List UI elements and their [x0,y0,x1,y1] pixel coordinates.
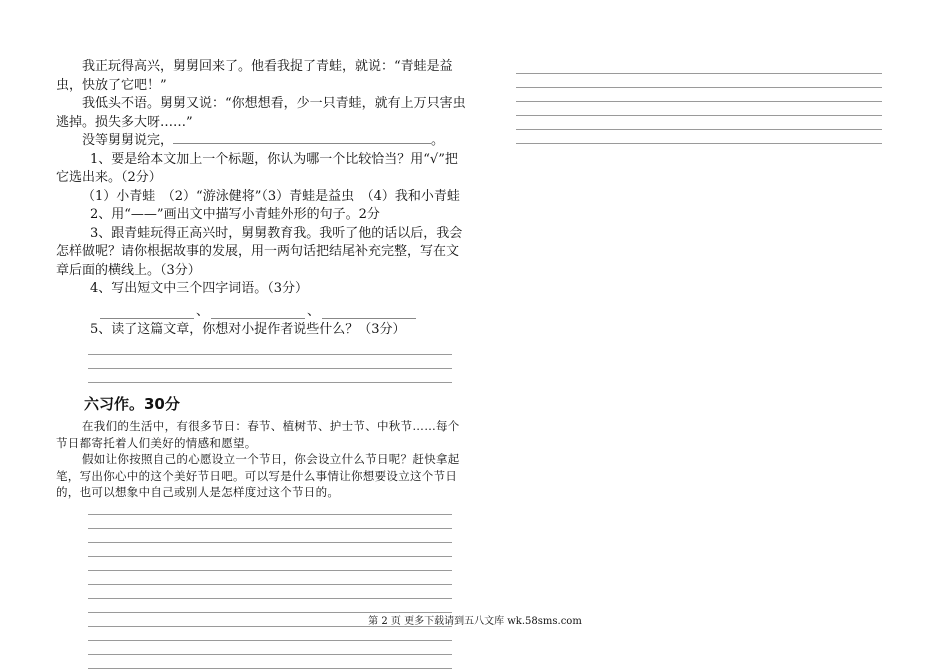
right-column-answer-lines [516,73,882,144]
left-column [56,58,468,669]
composition-heading: 六习作。30分 [84,395,180,413]
writing-line[interactable] [88,655,452,669]
word-separator: 、 [196,303,210,319]
composition-intro-2: 假如让你按照自己的心愿设立一个节日，你会设立什么节日呢？赶快拿起笔，写出你心中的这个美好节日吧。可以写是什么事情让你想要设立这个节日的，也可以想象中自己或别人是怎样度过这个节日的。 [56,452,460,499]
answer-line[interactable] [516,130,882,144]
word-blank-3[interactable] [322,304,416,319]
writing-line[interactable] [88,501,452,515]
writing-line[interactable] [88,543,452,557]
writing-line[interactable] [88,515,452,529]
writing-line[interactable] [88,571,452,585]
question-5-answer-lines [88,341,452,383]
question-4: 4、写出短文中三个四字词语。（3分） [90,281,309,296]
page-footer: 第 2 页 更多下载请到五八文库 wk.58sms.com [368,616,582,627]
passage-paragraph-2: 我低头不语。舅舅又说：“你想想看，少一只青蛙，就有上万只害虫逃掉。损失多大呀……” [56,96,466,130]
passage-paragraph-3-end: 。 [431,133,445,148]
writing-line[interactable] [88,529,452,543]
question-3: 3、跟青蛙玩得正高兴时，舅舅教育我。我听了他的话以后，我会怎样做呢？请你根据故事的发展，用一两句话把结尾补充完整，写在文章后面的横线上。（3分） [56,225,463,278]
question-2: 2、用“——”画出文中描写小青蛙外形的句子。2分 [90,207,380,222]
composition-intro-1: 在我们的生活中，有很多节日：春节、植树节、护士节、中秋节……每个节日都寄托着人们美好的情感和愿望。 [56,419,460,450]
answer-line[interactable] [516,102,882,116]
answer-line[interactable] [88,369,452,383]
answer-line[interactable] [516,116,882,130]
composition-writing-lines [88,501,452,669]
answer-line[interactable] [516,74,882,88]
question-1: 1、要是给本文加上一个标题，你认为哪一个比较恰当？用“√”把它选出来。（2分） [56,151,458,185]
writing-line[interactable] [88,641,452,655]
passage-paragraph-3 [56,132,468,151]
writing-line[interactable] [88,585,452,599]
answer-line[interactable] [88,355,452,369]
writing-line[interactable] [88,557,452,571]
passage-paragraph-3-text: 没等舅舅说完， [82,133,174,148]
passage-paragraph-1: 我正玩得高兴，舅舅回来了。他看我捉了青蛙，就说：“青蛙是益虫，快放了它吧！” [56,59,453,93]
answer-line[interactable] [516,88,882,102]
word-separator: 、 [307,303,321,319]
writing-line[interactable] [88,627,452,641]
four-character-words-answer [56,299,468,319]
question-5: 5、读了这篇文章，你想对小捉作者说些什么？（3分） [90,321,406,337]
word-blank-1[interactable] [100,304,194,319]
answer-line[interactable] [88,341,452,355]
writing-line[interactable] [88,599,452,613]
word-blank-2[interactable] [211,304,305,319]
ending-answer-blank[interactable] [173,132,431,144]
question-1-options: （1）小青蛙 （2）“游泳健将”（3）青蛙是益虫 （4）我和小青蛙 [82,188,460,204]
